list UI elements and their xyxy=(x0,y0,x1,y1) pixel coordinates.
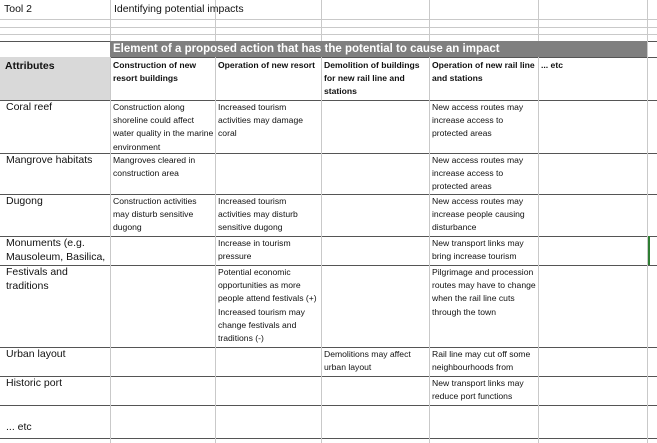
attribute-label: ... etc xyxy=(6,421,32,433)
impact-cell: Potential economic opportunities as more people attend festivals (+) Increased tourism may change festivals and traditions (-) xyxy=(218,267,317,344)
impact-cell: New access routes may increase people causing disturbance xyxy=(432,196,525,233)
impact-cell xyxy=(538,405,647,406)
attribute-label: Monuments (e.g. Mausoleum, Basilica, xyxy=(6,237,106,263)
impact-cell xyxy=(321,153,429,154)
attributes-header: Attributes xyxy=(0,57,110,100)
column-header: Operation of new resort xyxy=(218,60,315,70)
column-header: ... etc xyxy=(541,60,563,70)
impact-cell: New access routes may increase access to protected areas xyxy=(432,102,524,139)
impact-cell: Construction along shoreline could affect water quality in the marine environment xyxy=(113,102,214,152)
impact-cell xyxy=(538,347,647,348)
attribute-label: Mangrove habitats xyxy=(6,154,93,166)
impact-cell xyxy=(538,376,647,377)
impact-cell xyxy=(538,100,647,101)
gridline xyxy=(0,34,657,35)
impact-cell xyxy=(110,236,215,237)
attribute-label: Urban layout xyxy=(6,348,66,360)
impact-cell xyxy=(215,153,321,154)
impact-cell xyxy=(215,405,321,406)
impact-cell xyxy=(538,153,647,154)
impact-cell xyxy=(321,265,429,266)
column-header: Demolition of buildings for new rail line and stations xyxy=(324,60,420,96)
impact-cell xyxy=(538,194,647,195)
impact-cell: Increased tourism activities may damage coral xyxy=(218,102,304,139)
impact-cell: Rail line may cut off some neighbourhoods from xyxy=(432,349,531,373)
impact-cell xyxy=(321,100,429,101)
gridline xyxy=(0,27,657,28)
attribute-label: Historic port xyxy=(6,377,63,389)
impact-cell xyxy=(110,405,215,406)
impact-cell: Mangroves cleared in construction area xyxy=(113,155,196,179)
impact-cell xyxy=(215,376,321,377)
impact-cell xyxy=(110,376,215,377)
impact-cell xyxy=(321,236,429,237)
impact-cell xyxy=(538,265,647,266)
impact-cell xyxy=(321,405,429,406)
banner-header-extension xyxy=(538,41,647,57)
column-header: Operation of new rail line and stations xyxy=(432,60,535,83)
sheet-title: Identifying potential impacts xyxy=(114,3,244,15)
gridline xyxy=(647,0,648,443)
impact-cell: New transport links may bring increase tourism xyxy=(432,238,524,262)
selection-edge xyxy=(648,236,650,265)
impact-cell: Increased tourism activities may disturb sensitive dugong xyxy=(218,196,298,233)
impact-cell xyxy=(110,347,215,348)
impact-cell xyxy=(429,405,538,406)
impact-cell: Pilgrimage and procession routes may have to change when the rail line cuts through the town xyxy=(432,267,536,317)
impact-cell: Demolitions may affect urban layout xyxy=(324,349,411,373)
impact-cell xyxy=(110,265,215,266)
impact-cell xyxy=(321,376,429,377)
impact-cell: New access routes may increase access to protected areas xyxy=(432,155,524,192)
impact-cell xyxy=(538,236,647,237)
gridline xyxy=(0,438,657,439)
impact-cell: Increase in tourism pressure xyxy=(218,238,291,262)
attribute-label: Dugong xyxy=(6,195,43,207)
attribute-label: Festivals and traditions xyxy=(6,266,68,292)
attribute-label: Coral reef xyxy=(6,101,53,113)
impact-cell xyxy=(215,347,321,348)
impact-cell xyxy=(321,194,429,195)
impact-cell: New transport links may reduce port functions xyxy=(432,378,524,402)
banner-header: Element of a proposed action that has the potential to cause an impact xyxy=(110,41,539,57)
tool-label: Tool 2 xyxy=(4,3,33,15)
gridline xyxy=(0,19,657,20)
impact-cell: Construction activities may disturb sensitive dugong xyxy=(113,196,197,233)
column-header: Construction of new resort buildings xyxy=(113,60,197,83)
